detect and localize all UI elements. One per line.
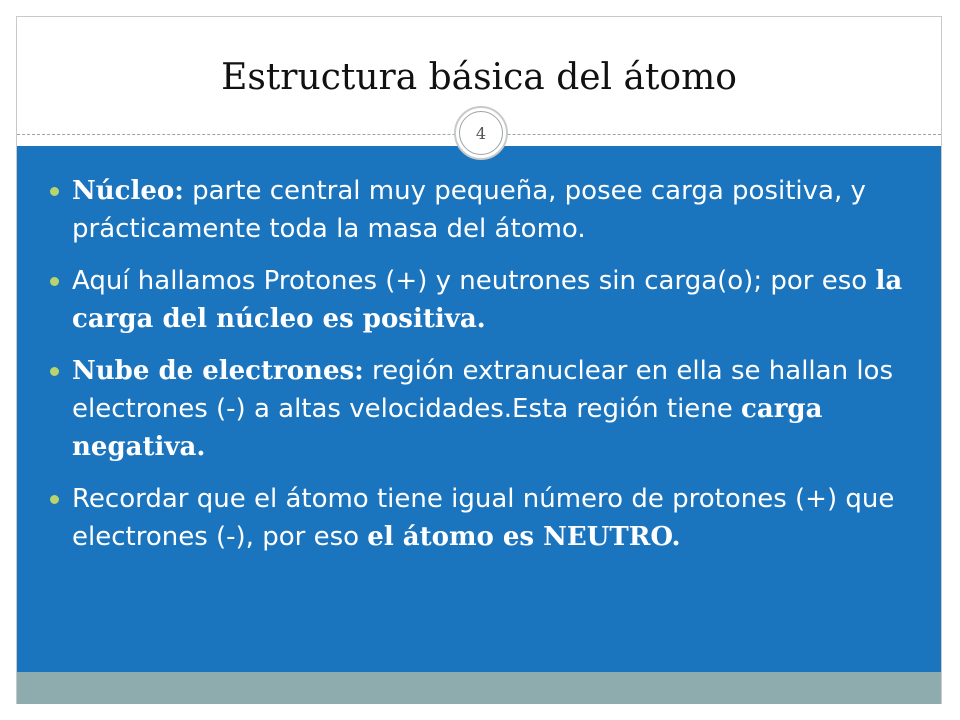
- bullet-item-neutro: [50, 480, 920, 556]
- bullet-dot-icon: [50, 277, 59, 286]
- bullet-text: Aquí hallamos Protones (+) y neutrones sin carga(o); por eso: [72, 266, 876, 296]
- bullet-item-nucleo: [50, 172, 920, 248]
- bullet-text: Recordar que el átomo tiene igual número de protones (+) que electrones (-), por eso: [72, 484, 895, 552]
- bullet-lead: Nube de electrones:: [72, 356, 364, 386]
- bullet-lead: Núcleo:: [72, 176, 184, 206]
- slide-title: Estructura básica del átomo: [221, 57, 737, 98]
- bullet-dot-icon: [50, 187, 59, 196]
- bullet-text: parte central muy pequeña, posee carga positiva, y prácticamente toda la masa del átomo.: [72, 176, 866, 244]
- bullet-emphasis: el átomo es NEUTRO.: [367, 522, 681, 552]
- bullet-list: [50, 172, 920, 570]
- bullet-item-nube: [50, 352, 920, 466]
- bullet-item-protones: [50, 262, 920, 338]
- bullet-dot-icon: [50, 495, 59, 504]
- bullet-dot-icon: [50, 367, 59, 376]
- page-number: 4: [459, 111, 503, 155]
- bullet-emphasis: carga negativa.: [72, 394, 823, 462]
- bullet-text: región extranuclear en ella se hallan los electrones (-) a altas velocidades.Esta región tiene: [72, 356, 894, 424]
- footer-band: [17, 672, 941, 704]
- page-number-badge: [454, 106, 508, 160]
- bullet-emphasis: la carga del núcleo es positiva.: [72, 266, 903, 334]
